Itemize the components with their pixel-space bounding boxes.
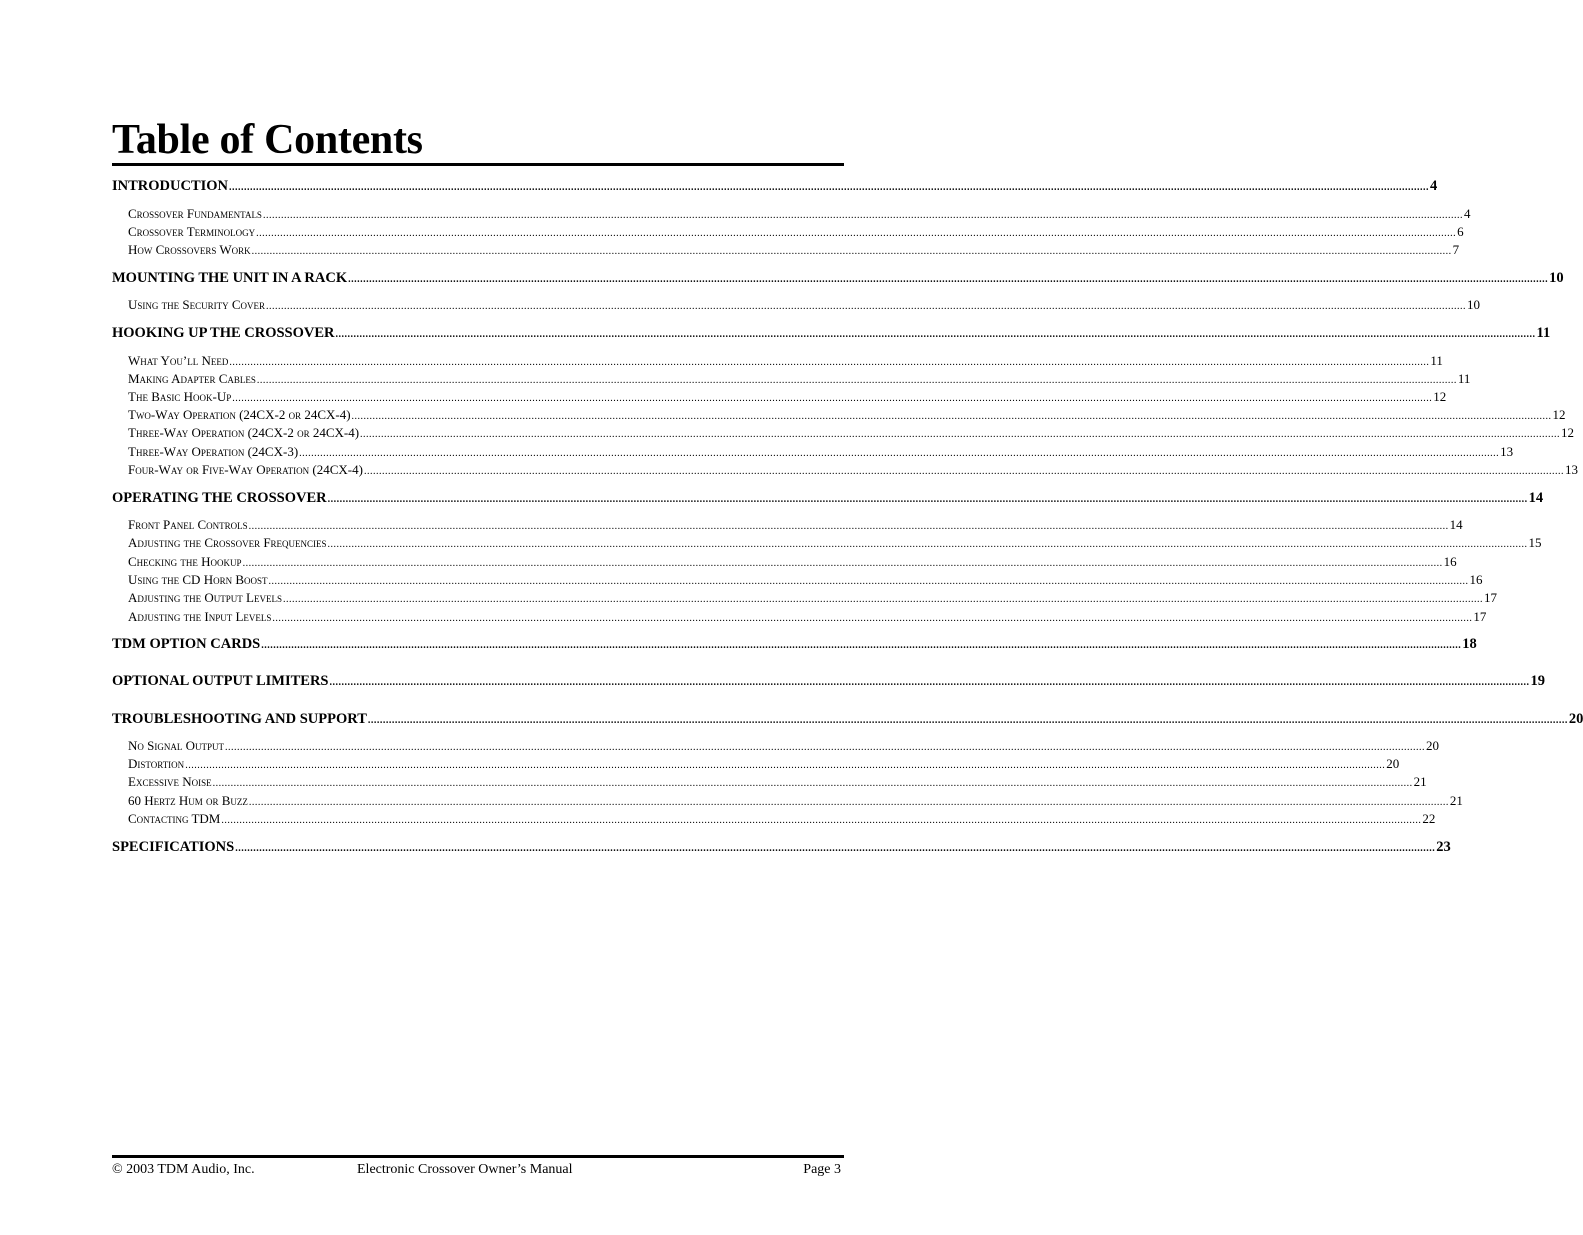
dot-leader: ................................................................................................................................................................................................................................................................................................................................................................................................................ (248, 521, 1449, 532)
toc-subentry[interactable] (128, 517, 1463, 533)
toc-entry-page: 4 (1463, 206, 1471, 221)
toc-entry-page: 16 (1443, 554, 1457, 569)
toc-entry-label: MOUNTING THE UNIT IN A RACK (112, 270, 348, 286)
toc-entry-label: Crossover Fundamentals (128, 206, 262, 221)
toc-entry-page: 10 (1549, 270, 1564, 286)
toc-entry-page: 12 (1433, 389, 1447, 404)
toc-entry-label: Adjusting the Crossover Frequencies (128, 535, 327, 550)
dot-leader: ................................................................................................................................................................................................................................................................................................................................................................................................................ (348, 274, 1549, 285)
toc-subentry[interactable] (128, 554, 1457, 570)
dot-leader: ................................................................................................................................................................................................................................................................................................................................................................................................................ (232, 393, 1433, 404)
toc-entry-page: 6 (1457, 224, 1464, 239)
toc-entry-page: 7 (1452, 242, 1460, 257)
toc-entry-label: Two-Way Operation (24CX-2 or 24CX-4) (128, 407, 351, 422)
toc-entry-label: Making Adapter Cables (128, 371, 256, 386)
dot-leader: ................................................................................................................................................................................................................................................................................................................................................................................................................ (360, 429, 1561, 440)
toc-entry-page: 12 (1552, 407, 1566, 422)
toc-entry-page: 20 (1568, 711, 1583, 727)
toc-subentry[interactable] (128, 462, 1578, 478)
dot-leader: ................................................................................................................................................................................................................................................................................................................................................................................................................ (221, 815, 1422, 826)
toc-entry-label: The Basic Hook-Up (128, 389, 232, 404)
toc-subentry[interactable] (128, 535, 1542, 551)
toc-subentry[interactable] (128, 297, 1481, 313)
title-divider (112, 163, 844, 166)
toc-entry-label: INTRODUCTION (112, 178, 229, 194)
dot-leader: ................................................................................................................................................................................................................................................................................................................................................................................................................ (212, 778, 1413, 789)
toc-entry-label: TROUBLESHOOTING AND SUPPORT (112, 711, 367, 727)
toc-entry-label: TDM OPTION CARDS (112, 636, 261, 652)
dot-leader: ................................................................................................................................................................................................................................................................................................................................................................................................................ (363, 466, 1564, 477)
toc-subentry[interactable] (128, 389, 1447, 405)
toc-subentry[interactable] (128, 242, 1460, 258)
toc-entry-label: HOOKING UP THE CROSSOVER (112, 325, 335, 341)
dot-leader: ................................................................................................................................................................................................................................................................................................................................................................................................................ (262, 210, 1463, 221)
toc-section[interactable] (112, 672, 1545, 690)
footer-page-number: Page 3 (803, 1162, 841, 1177)
dot-leader: ................................................................................................................................................................................................................................................................................................................................................................................................................ (367, 715, 1568, 726)
dot-leader: ................................................................................................................................................................................................................................................................................................................................................................................................................ (261, 640, 1462, 651)
toc-subentry[interactable] (128, 774, 1427, 790)
dot-leader: ................................................................................................................................................................................................................................................................................................................................................................................................................ (282, 594, 1483, 605)
toc-entry-label: Four-Way or Five-Way Operation (24CX-4) (128, 462, 363, 477)
dot-leader: ................................................................................................................................................................................................................................................................................................................................................................................................................ (248, 797, 1449, 808)
toc-entry-label: Three-Way Operation (24CX-3) (128, 444, 299, 459)
dot-leader: ................................................................................................................................................................................................................................................................................................................................................................................................................ (351, 411, 1552, 422)
toc-entry-page: 20 (1426, 738, 1439, 753)
toc-entry-label: What You’ll Need (128, 353, 229, 368)
dot-leader: ................................................................................................................................................................................................................................................................................................................................................................................................................ (266, 301, 1467, 312)
toc-entry-page: 20 (1386, 756, 1400, 771)
toc-entry-page: 19 (1530, 673, 1545, 689)
page-title: Table of Contents (112, 117, 423, 163)
dot-leader: ................................................................................................................................................................................................................................................................................................................................................................................................................ (225, 742, 1425, 753)
toc-entry-page: 10 (1467, 297, 1481, 312)
toc-subentry[interactable] (128, 353, 1443, 369)
footer-divider (112, 1155, 844, 1158)
toc-entry-label: OPTIONAL OUTPUT LIMITERS (112, 673, 329, 689)
dot-leader: ................................................................................................................................................................................................................................................................................................................................................................................................................ (299, 448, 1500, 459)
toc-entry-page: 4 (1430, 178, 1438, 194)
toc-entry-page: 13 (1564, 462, 1578, 477)
toc-entry-page: 16 (1469, 572, 1483, 587)
toc-entry-label: SPECIFICATIONS (112, 839, 235, 855)
toc-entry-label: Checking the Hookup (128, 554, 242, 569)
dot-leader: ................................................................................................................................................................................................................................................................................................................................................................................................................ (272, 613, 1473, 624)
dot-leader: ................................................................................................................................................................................................................................................................................................................................................................................................................ (256, 228, 1457, 239)
toc-entry-label: Adjusting the Output Levels (128, 590, 282, 605)
dot-leader: ................................................................................................................................................................................................................................................................................................................................................................................................................ (235, 843, 1436, 854)
toc-section[interactable] (112, 489, 1544, 507)
toc-subentry[interactable] (128, 572, 1483, 588)
toc-entry-page: 15 (1528, 535, 1542, 550)
toc-entry-page: 11 (1430, 353, 1443, 368)
toc-subentry[interactable] (128, 425, 1575, 441)
dot-leader: ................................................................................................................................................................................................................................................................................................................................................................................................................ (229, 357, 1430, 368)
toc-entry-label: Three-Way Operation (24CX-2 or 24CX-4) (128, 425, 360, 440)
dot-leader: ................................................................................................................................................................................................................................................................................................................................................................................................................ (268, 576, 1469, 587)
toc-subentry[interactable] (128, 811, 1436, 827)
toc-entry-page: 17 (1473, 609, 1487, 624)
toc-entry-label: No Signal Output (128, 738, 224, 753)
toc-section[interactable] (112, 324, 1551, 342)
toc-subentry[interactable] (128, 590, 1497, 606)
dot-leader: ................................................................................................................................................................................................................................................................................................................................................................................................................ (327, 494, 1528, 505)
dot-leader: ................................................................................................................................................................................................................................................................................................................................................................................................................ (329, 677, 1530, 688)
toc-subentry[interactable] (128, 224, 1464, 240)
toc-section[interactable] (112, 177, 1438, 195)
toc-subentry[interactable] (128, 793, 1463, 809)
toc-entry-label: OPERATING THE CROSSOVER (112, 490, 327, 506)
toc-entry-page: 14 (1528, 490, 1544, 506)
dot-leader: ................................................................................................................................................................................................................................................................................................................................................................................................................ (335, 329, 1536, 340)
toc-entry-label: Adjusting the Input Levels (128, 609, 272, 624)
toc-entry-page: 21 (1449, 793, 1463, 808)
toc-entry-page: 23 (1436, 839, 1451, 855)
dot-leader: ................................................................................................................................................................................................................................................................................................................................................................................................................ (251, 246, 1452, 257)
toc-entry-label: Excessive Noise (128, 774, 212, 789)
dot-leader: ................................................................................................................................................................................................................................................................................................................................................................................................................ (229, 182, 1430, 193)
toc-subentry[interactable] (128, 206, 1471, 222)
toc-entry-page: 21 (1413, 774, 1427, 789)
dot-leader: ................................................................................................................................................................................................................................................................................................................................................................................................................ (327, 539, 1528, 550)
toc-entry-label: Front Panel Controls (128, 517, 248, 532)
toc-entry-page: 18 (1462, 636, 1477, 652)
dot-leader: ................................................................................................................................................................................................................................................................................................................................................................................................................ (256, 375, 1457, 386)
toc-section[interactable] (112, 838, 1451, 856)
toc-entry-label: Using the Security Cover (128, 297, 266, 312)
footer-copyright: © 2003 TDM Audio, Inc. (112, 1162, 255, 1177)
toc-entry-label: Crossover Terminology (128, 224, 256, 239)
toc-subentry[interactable] (128, 444, 1514, 460)
toc-subentry[interactable] (128, 609, 1487, 625)
toc-entry-page: 12 (1561, 425, 1575, 440)
footer-manual-title: Electronic Crossover Owner’s Manual (357, 1162, 573, 1177)
toc-subentry[interactable] (128, 738, 1439, 754)
toc-entry-label: Contacting TDM (128, 811, 221, 826)
toc-entry-page: 11 (1457, 371, 1471, 386)
toc-section[interactable] (112, 710, 1583, 728)
toc-entry-label: 60 Hertz Hum or Buzz (128, 793, 248, 808)
toc-section[interactable] (112, 635, 1477, 653)
toc-subentry[interactable] (128, 371, 1471, 387)
toc-entry-label: How Crossovers Work (128, 242, 251, 257)
toc-entry-page: 17 (1483, 590, 1497, 605)
toc-entry-page: 14 (1449, 517, 1463, 532)
toc-entry-label: Distortion (128, 756, 185, 771)
toc-section[interactable] (112, 269, 1564, 287)
dot-leader: ................................................................................................................................................................................................................................................................................................................................................................................................................ (185, 760, 1386, 771)
toc-entry-page: 13 (1500, 444, 1514, 459)
toc-subentry[interactable] (128, 407, 1566, 423)
toc-subentry[interactable] (128, 756, 1400, 772)
toc-entry-label: Using the CD Horn Boost (128, 572, 268, 587)
dot-leader: ................................................................................................................................................................................................................................................................................................................................................................................................................ (242, 558, 1443, 569)
toc-entry-page: 22 (1422, 811, 1436, 826)
toc-entry-page: 11 (1536, 325, 1551, 341)
